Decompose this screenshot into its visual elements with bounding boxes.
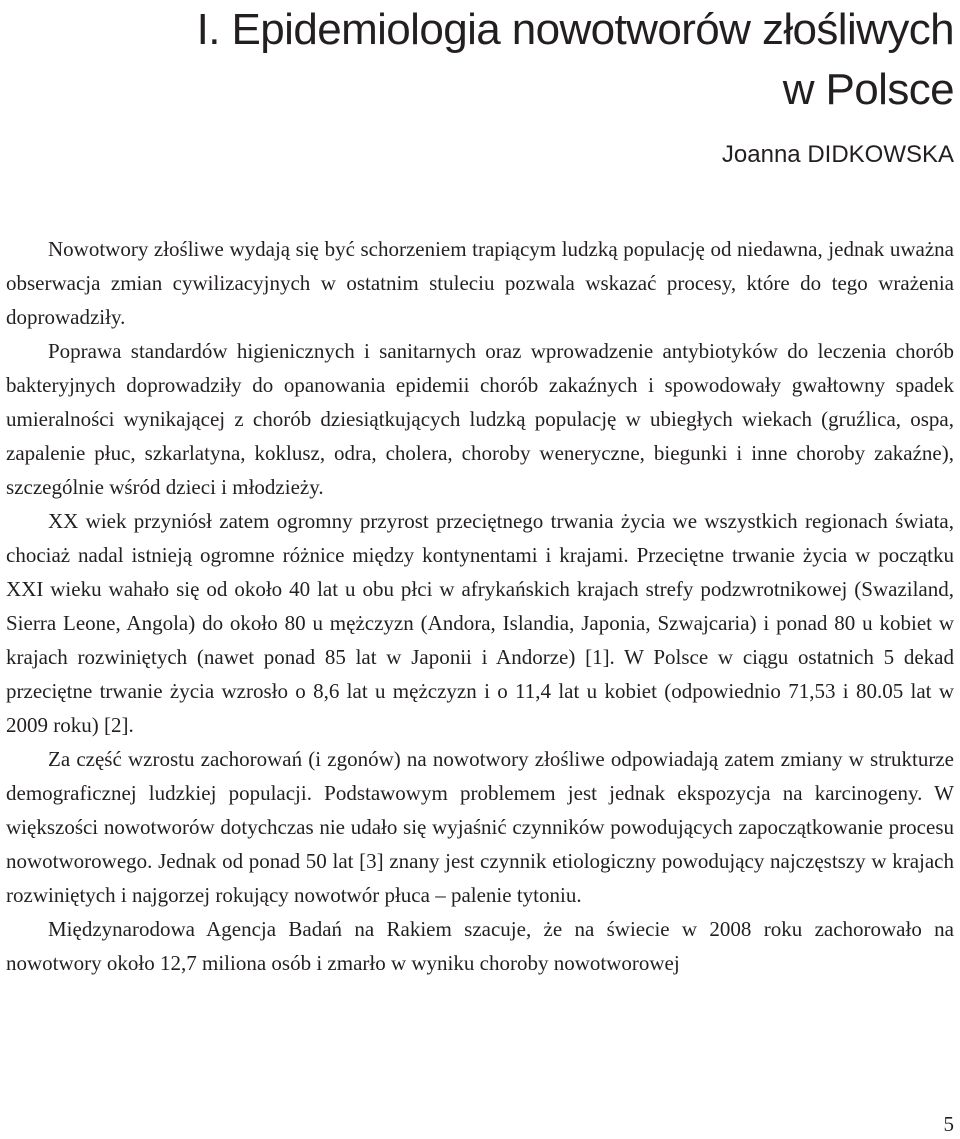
page-number: 5 [943,1112,954,1136]
paragraph-iarc: Międzynarodowa Agencja Badań na Rakiem szacuje, że na świecie w 2008 roku zachorowało na nowotwory około 12,7 miliona osób i zmarło w wyniku choroby nowotworowej [6,917,954,975]
author-name: Joanna DIDKOWSKA [721,141,954,168]
chapter-title-line-2: w Polsce [782,65,954,114]
paragraph-hygiene: Poprawa standardów higienicznych i sanitarnych oraz wprowadzenie antybiotyków do leczenia chorób bakteryjnych doprowadziły do opanowania epidemii chorób zakaźnych i spowodowały gwałtowny spadek umieralności wynikającej z chorób dziesiątkujących ludzką populację w ubiegłych wiekach (gruźlica, ospa, zapalenie płuc, szkarlatyna, koklusz, odra, cholera, choroby weneryczne, biegunki i inne choroby zakaźne), szczególnie wśród dzieci i młodzieży. [6,339,954,499]
chapter-title-line-1: I. Epidemiologia nowotworów złośliwych [196,5,954,54]
paragraph-life-expectancy: XX wiek przyniósł zatem ogromny przyrost przeciętnego trwania życia we wszystkich regionach świata, chociaż nadal istnieją ogromne różnice między kontynentami i krajami. Przeciętne trwanie życia w początku XXI wieku wahało się od około 40 lat u obu płci w afrykańskich krajach strefy podzwrotnikowej (Swaziland, Sierra Leone, Angola) do około 80 u mężczyzn (Andora, Islandia, Japonia, Szwajcaria) i ponad 80 u kobiet w krajach rozwiniętych (nawet ponad 85 lat w Japonii i Andorze) [1]. W Polsce w ciągu ostatnich 5 dekad przeciętne trwanie życia wzrosło o 8,6 lat u mężczyzn i o 11,4 lat u kobiet (odpowiednio 71,53 i 80.05 lat w 2009 roku) [2]. [6,509,954,737]
body-text [6,232,954,980]
chapter-title [14,0,954,120]
paragraph-demographics: Za część wzrostu zachorowań (i zgonów) na nowotwory złośliwe odpowiadają zatem zmiany w strukturze demograficznej ludzkiej populacji. Podstawowym problemem jest jednak ekspozycja na karcinogeny. W większości nowotworów dotychczas nie udało się wyjaśnić czynników powodujących zapoczątkowanie procesu nowotworowego. Jednak od ponad 50 lat [3] znany jest czynnik etiologiczny powodujący najczęstszy w krajach rozwiniętych i najgorzej rokujący nowotwór płuca – palenie tytoniu. [6,747,954,907]
paragraph-intro: Nowotwory złośliwe wydają się być schorzeniem trapiącym ludzką populację od niedawna, jednak uważna obserwacja zmian cywilizacyjnych w ostatnim stuleciu pozwala wskazać procesy, które do tego wrażenia doprowadziły. [6,237,954,329]
